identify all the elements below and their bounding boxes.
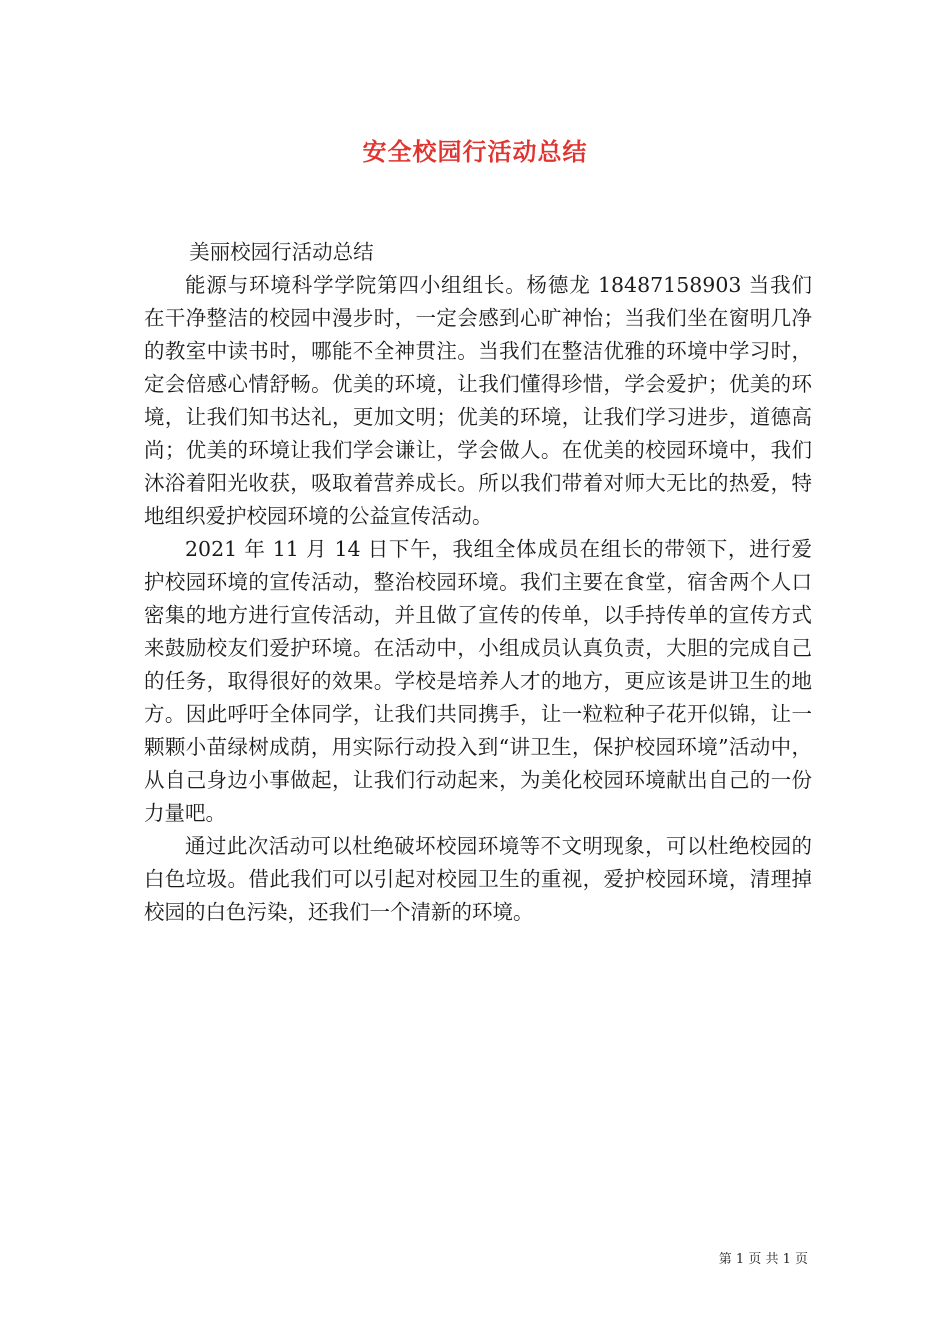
page-footer: 第 1 页 共 1 页 <box>718 1252 808 1267</box>
document-subtitle: 美丽校园行活动总结 <box>189 240 374 264</box>
document-body <box>144 236 812 929</box>
document-title: 安全校园行活动总结 <box>362 137 588 166</box>
paragraph-1: 能源与环境科学学院第四小组组长。杨德龙 18487158903 当我们在干净整洁的校园中漫步时，一定会感到心旷神怡；当我们坐在窗明几净的教室中读书时，哪能不全神贯注。当我们在整洁优雅的环境中学习时，定会倍感心情舒畅。优美的环境，让我们懂得珍惜，学会爱护；优美的环境，让我们知书达礼，更加文明；优美的环境，让我们学习进步，道德高尚；优美的环境让我们学会谦让，学会做人。在优美的校园环境中，我们沐浴着阳光收获，吸取着营养成长。所以我们带着对师大无比的热爱，特地组织爱护校园环境的公益宣传活动。 <box>144 273 812 528</box>
paragraph-2: 2021 年 11 月 14 日下午，我组全体成员在组长的带领下，进行爱护校园环境的宣传活动，整治校园环境。我们主要在食堂，宿舍两个人口密集的地方进行宣传活动，并且做了宣传的传单，以手持传单的宣传方式来鼓励校友们爱护环境。在活动中，小组成员认真负责，大胆的完成自己的任务，取得很好的效果。学校是培养人才的地方，更应该是讲卫生的地方。因此呼吁全体同学，让我们共同携手，让一粒粒种子花开似锦，让一颗颗小苗绿树成荫，用实际行动投入到“讲卫生，保护校园环境”活动中，从自己身边小事做起，让我们行动起来，为美化校园环境献出自己的一份力量吧。 <box>144 537 812 825</box>
paragraph-3: 通过此次活动可以杜绝破坏校园环境等不文明现象，可以杜绝校园的白色垃圾。借此我们可以引起对校园卫生的重视，爱护校园环境，清理掉校园的白色污染，还我们一个清新的环境。 <box>144 834 812 924</box>
